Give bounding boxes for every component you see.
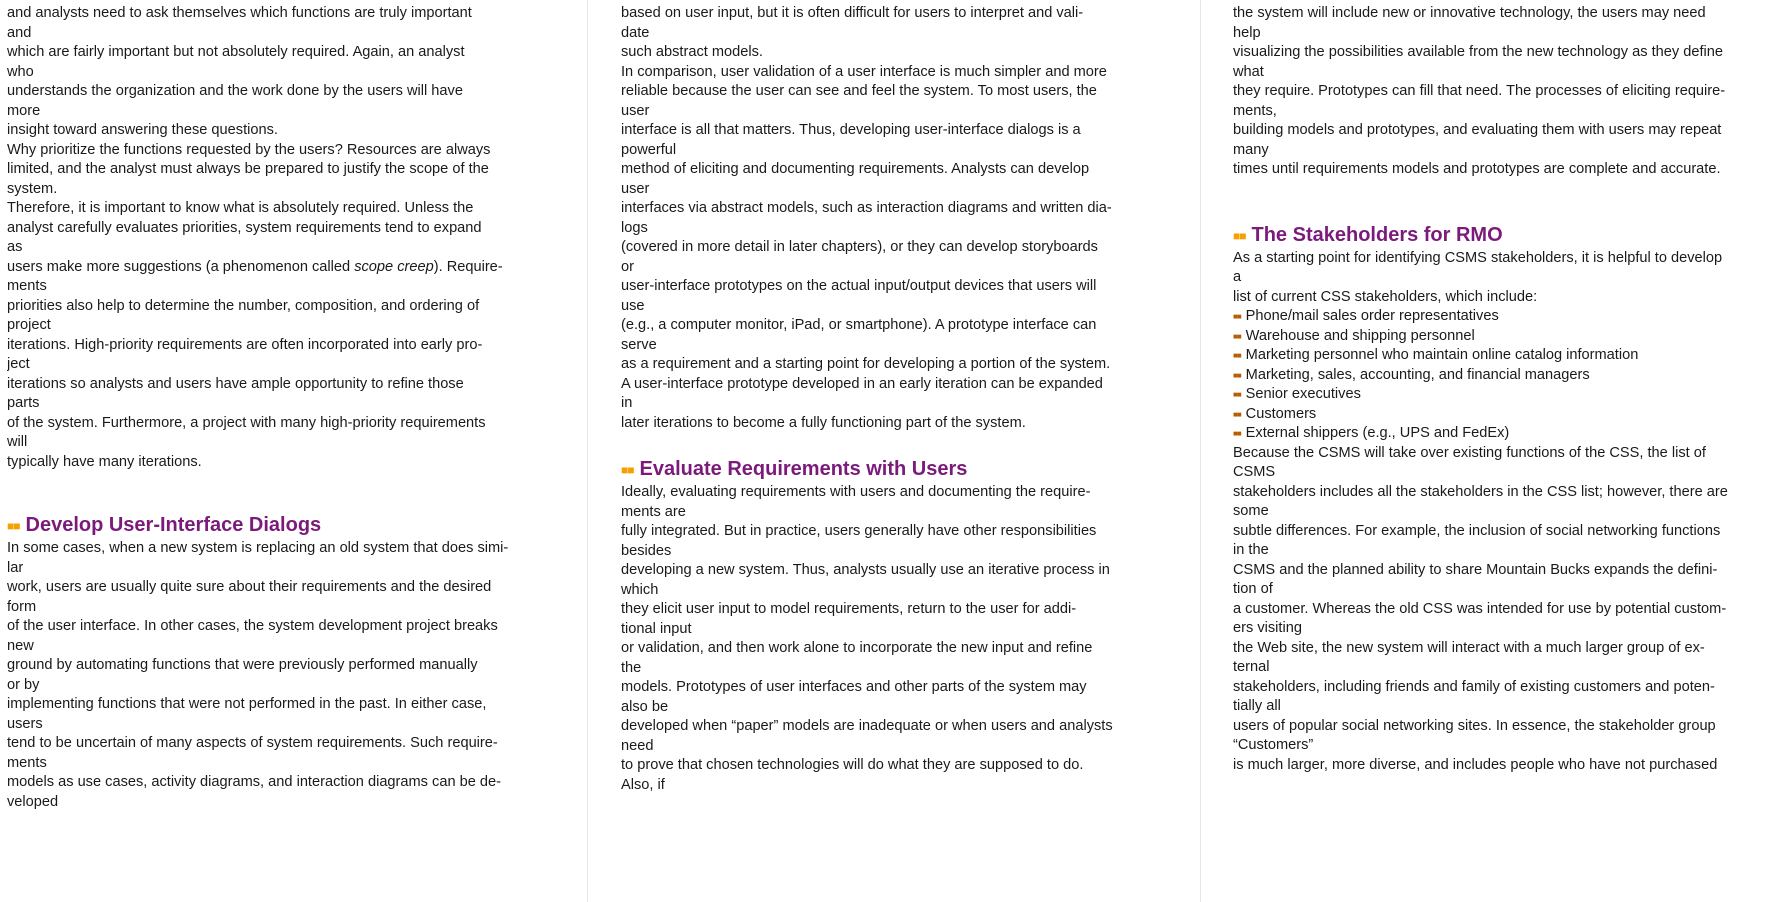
text-line: understands the organization and the work done by the users will have — [7, 83, 463, 99]
text-line: iterations so analysts and users have ample opportunity to refine those — [7, 375, 464, 392]
text-line: use — [621, 297, 645, 314]
bullet-text: Warehouse and shipping personnel — [1245, 327, 1475, 344]
bullet-item — [1233, 366, 1783, 386]
text-line: ments — [7, 278, 47, 294]
text-line: times until requirements models and prototypes are complete and accurate. — [1233, 161, 1721, 177]
text-line: building models and prototypes, and evaluating them with users may repeat — [1233, 122, 1722, 138]
text-line: they elicit user input to model requirements, return to the user for addi- — [621, 601, 1077, 617]
column-divider — [1200, 0, 1201, 902]
bullet-item — [1233, 385, 1783, 405]
bullet-item — [1233, 346, 1783, 366]
text-line: users — [7, 715, 43, 732]
text-line: As a starting point for identifying CSMS stakeholders, it is helpful to develop — [1233, 249, 1723, 266]
text-line: analyst carefully evaluates priorities, system requirements tend to expand — [7, 219, 482, 236]
text-column-1 — [7, 4, 542, 902]
column-divider — [587, 0, 588, 902]
text-line: CSMS and the planned ability to share Mountain Bucks expands the defini- — [1233, 561, 1718, 578]
text-line: user — [621, 102, 650, 119]
text-line: project — [7, 317, 51, 333]
bullet-item — [1233, 327, 1783, 347]
text-line: implementing functions that were not performed in the past. In either case, — [7, 696, 487, 712]
text-line: A user-interface prototype developed in an early iteration can be expanded — [621, 375, 1103, 392]
bullet-text: Marketing, sales, accounting, and financial managers — [1245, 366, 1590, 383]
text-line: of the system. Furthermore, a project with many high-priority requirements — [7, 414, 486, 431]
text-line: reliable because the user can see and feel the system. To most users, the — [621, 83, 1097, 99]
text-line: “Customers” — [1233, 737, 1314, 753]
square-bullet-icon: ■■ — [1233, 351, 1241, 360]
text-line: parts — [7, 395, 40, 411]
text-line: tion of — [1233, 581, 1273, 597]
text-line: Why prioritize the functions requested by the users? Resources are always — [7, 141, 491, 158]
text-line: fully integrated. But in practice, users generally have other responsibilities — [621, 523, 1097, 539]
text-line: as — [7, 239, 23, 255]
section-heading-text: Evaluate Requirements with Users — [639, 458, 968, 480]
square-bullet-icon: ■■ — [1233, 370, 1241, 380]
text-line: which — [621, 581, 659, 598]
square-bullet-icon: ■■ — [1233, 312, 1241, 321]
text-line: work, users are usually quite sure about their requirements and the desired — [7, 579, 492, 595]
text-line: Therefore, it is important to know what is absolutely required. Unless the — [7, 200, 474, 216]
text-line: form — [7, 598, 37, 615]
square-bullet-icon: ■■ — [1233, 228, 1246, 243]
text-line: what — [1233, 63, 1264, 80]
text-line — [7, 258, 542, 278]
text-fragment: users make more suggestions (a phenomenon called — [7, 258, 355, 275]
text-line: lar — [7, 559, 24, 576]
square-bullet-icon: ■■ — [1233, 429, 1241, 438]
text-line: user-interface prototypes on the actual input/output devices that users will — [621, 278, 1097, 294]
bullet-text: External shippers (e.g., UPS and FedEx) — [1245, 425, 1510, 441]
text-line: later iterations to become a fully functioning part of the system. — [621, 414, 1026, 431]
square-bullet-icon: ■■ — [7, 519, 20, 533]
text-line: veloped — [7, 793, 59, 810]
section-heading-text: The Stakeholders for RMO — [1251, 223, 1503, 246]
text-line: in — [621, 395, 633, 411]
text-line: a — [1233, 269, 1242, 285]
italic-term: scope creep — [354, 258, 434, 275]
text-line: as a requirement and a starting point for developing a portion of the system. — [621, 356, 1111, 372]
text-line: interface is all that matters. Thus, developing user-interface dialogs is a — [621, 122, 1081, 138]
text-line: list of current CSS stakeholders, which include: — [1233, 288, 1538, 305]
paragraph-block — [7, 4, 542, 258]
text-line: In comparison, user validation of a user interface is much simpler and more — [621, 63, 1107, 80]
text-line: (e.g., a computer monitor, iPad, or smartphone). A prototype interface can — [621, 317, 1097, 333]
text-line: some — [1233, 503, 1269, 519]
text-line: they require. Prototypes can fill that need. The processes of eliciting require- — [1233, 83, 1726, 99]
text-line: (covered in more detail in later chapters), or they can develop storyboards — [621, 239, 1098, 255]
paragraph-block — [1233, 444, 1783, 776]
text-line: subtle differences. For example, the inclusion of social networking functions — [1233, 522, 1721, 539]
text-line: besides — [621, 542, 672, 559]
text-line: to prove that chosen technologies will do what they are supposed to do. — [621, 757, 1084, 773]
text-line: ternal — [1233, 659, 1270, 675]
text-line: Because the CSMS will take over existing functions of the CSS, the list of — [1233, 444, 1706, 461]
text-line: in the — [1233, 542, 1269, 558]
square-bullet-icon: ■■ — [621, 463, 634, 477]
text-line: will — [7, 434, 28, 450]
section-heading — [621, 456, 1166, 482]
text-line: users of popular social networking sites. In essence, the stakeholder group — [1233, 717, 1716, 734]
text-line: interfaces via abstract models, such as interaction diagrams and written dia- — [621, 200, 1112, 216]
text-line: insight toward answering these questions. — [7, 122, 278, 138]
paragraph-block — [7, 277, 542, 472]
text-line: or — [621, 258, 634, 275]
square-bullet-icon: ■■ — [1233, 390, 1241, 399]
text-line: and analysts need to ask themselves which functions are truly important — [7, 5, 472, 21]
text-line: more — [7, 102, 41, 119]
text-line: visualizing the possibilities available from the new technology as they define — [1233, 44, 1723, 60]
text-line: also be — [621, 698, 669, 715]
text-line: ments are — [621, 503, 686, 520]
bullet-item — [1233, 307, 1783, 327]
text-line: and — [7, 24, 32, 41]
text-line: a customer. Whereas the old CSS was intended for use by potential custom- — [1233, 600, 1727, 617]
paragraph-block — [1233, 4, 1783, 180]
text-line: the system will include new or innovative technology, the users may need — [1233, 5, 1706, 21]
bullet-text: Senior executives — [1245, 386, 1361, 402]
text-line: developing a new system. Thus, analysts usually use an iterative process in — [621, 562, 1110, 578]
paragraph-block — [7, 539, 542, 812]
text-line: developed when “paper” models are inadequate or when users and analysts — [621, 718, 1113, 734]
text-line: date — [621, 24, 650, 41]
text-line: user — [621, 180, 650, 197]
text-line: or validation, and then work alone to incorporate the new input and refine — [621, 640, 1093, 656]
text-line: is much larger, more diverse, and includes people who have not purchased — [1233, 756, 1718, 773]
text-line: need — [621, 737, 654, 754]
text-line: ments, — [1233, 102, 1277, 119]
text-line: tional input — [621, 620, 692, 637]
text-line: which are fairly important but not absolutely required. Again, an analyst — [7, 44, 465, 60]
text-line: system. — [7, 180, 58, 197]
text-line: many — [1233, 141, 1269, 158]
text-line: iterations. High-priority requirements are often incorporated into early pro- — [7, 336, 483, 353]
text-line: logs — [621, 219, 648, 236]
text-line: such abstract models. — [621, 44, 763, 60]
text-line: In some cases, when a new system is replacing an old system that does simi- — [7, 540, 509, 556]
text-line: tially all — [1233, 698, 1281, 714]
text-line: models. Prototypes of user interfaces and other parts of the system may — [621, 679, 1087, 695]
text-line: CSMS — [1233, 464, 1276, 480]
bullet-text: Customers — [1245, 405, 1317, 422]
text-line: typically have many iterations. — [7, 453, 202, 470]
text-line: ject — [7, 356, 30, 372]
text-line: powerful — [621, 141, 677, 158]
text-line: of the user interface. In other cases, the system development project breaks — [7, 618, 498, 634]
bullet-text: Marketing personnel who maintain online catalog information — [1245, 347, 1639, 363]
text-line: Also, if — [621, 776, 665, 793]
text-line: based on user input, but it is often difficult for users to interpret and vali- — [621, 5, 1084, 21]
paragraph-block — [621, 483, 1166, 795]
square-bullet-icon: ■■ — [1233, 331, 1241, 341]
text-line: tend to be uncertain of many aspects of system requirements. Such require- — [7, 735, 498, 751]
bullet-text: Phone/mail sales order representatives — [1245, 308, 1499, 324]
text-line: stakeholders, including friends and family of existing customers and poten- — [1233, 678, 1715, 695]
text-line: ground by automating functions that were previously performed manually — [7, 657, 478, 673]
text-line: stakeholders includes all the stakeholders in the CSS list; however, there are — [1233, 483, 1728, 500]
bullet-item — [1233, 405, 1783, 425]
paragraph-block — [621, 4, 1166, 433]
paragraph-block — [1233, 249, 1783, 308]
section-heading-text: Develop User-Interface Dialogs — [25, 514, 322, 536]
section-heading — [1233, 222, 1783, 248]
text-column-2 — [621, 4, 1166, 902]
text-line: ments — [7, 754, 47, 771]
text-line: the Web site, the new system will interact with a much larger group of ex- — [1233, 639, 1705, 656]
text-line: help — [1233, 24, 1261, 41]
text-line: priorities also help to determine the number, composition, and ordering of — [7, 297, 480, 314]
text-line: models as use cases, activity diagrams, and interaction diagrams can be de- — [7, 774, 501, 790]
text-line: new — [7, 637, 34, 654]
text-line: method of eliciting and documenting requirements. Analysts can develop — [621, 161, 1090, 177]
text-line: limited, and the analyst must always be prepared to justify the scope of the — [7, 161, 489, 177]
text-line: Ideally, evaluating requirements with users and documenting the require- — [621, 484, 1091, 500]
bullet-list — [1233, 307, 1783, 444]
text-column-3 — [1233, 4, 1783, 902]
text-line: ers visiting — [1233, 620, 1302, 636]
text-line: who — [7, 63, 34, 80]
text-line: serve — [621, 336, 657, 353]
text-line: or by — [7, 676, 40, 693]
bullet-item — [1233, 424, 1783, 444]
text-fragment: ). Require- — [433, 258, 503, 275]
section-heading — [7, 512, 542, 538]
text-line: the — [621, 659, 642, 676]
square-bullet-icon: ■■ — [1233, 409, 1241, 419]
